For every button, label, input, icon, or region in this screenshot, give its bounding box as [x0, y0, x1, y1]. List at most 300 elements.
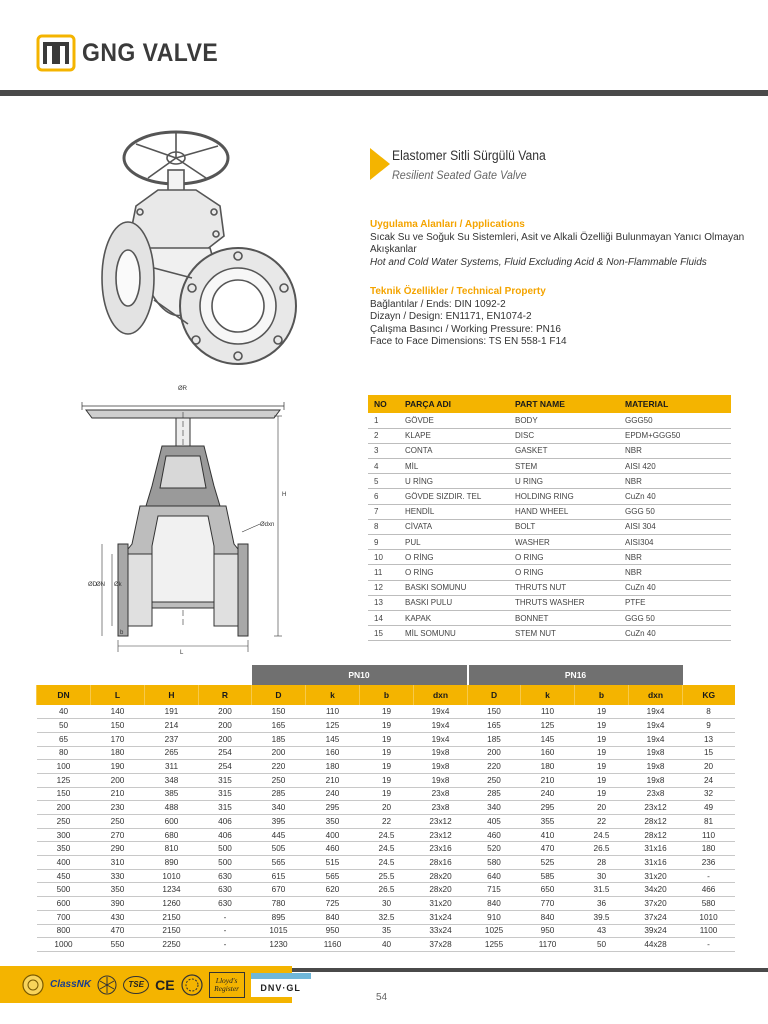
- dimension-cell: 19x8: [414, 760, 468, 774]
- dimension-cell: 49: [683, 801, 735, 815]
- parts-cell: GGG 50: [619, 504, 731, 519]
- parts-cell: STEM: [509, 459, 619, 474]
- parts-cell: BOLT: [509, 519, 619, 534]
- technical-line: Dizayn / Design: EN1171, EN1074-2: [370, 311, 532, 323]
- dimension-cell: 1015: [252, 924, 306, 938]
- parts-cell: AISI 304: [619, 519, 731, 534]
- dimension-cell: 200: [468, 746, 521, 760]
- parts-cell: CONTA: [399, 443, 509, 458]
- dimension-cell: -: [683, 938, 735, 952]
- dimension-cell: 19x8: [414, 746, 468, 760]
- parts-cell: U RING: [509, 474, 619, 489]
- parts-row: [368, 565, 731, 580]
- dimension-cell: 200: [199, 719, 252, 733]
- dimension-header-cell: R: [199, 685, 252, 705]
- parts-row: [368, 610, 731, 625]
- dimension-cell: 19x4: [629, 719, 683, 733]
- tse-logo: TSE: [123, 976, 149, 994]
- dimension-cell: 150: [91, 719, 145, 733]
- parts-row: [368, 459, 731, 474]
- dimension-cell: 140: [91, 705, 145, 719]
- dimension-cell: 19x4: [629, 705, 683, 719]
- dimension-cell: 250: [37, 815, 91, 829]
- technical-heading: Teknik Özellikler / Technical Property: [370, 286, 546, 297]
- dimension-cell: 405: [468, 815, 521, 829]
- parts-row: [368, 519, 731, 534]
- parts-row: [368, 595, 731, 610]
- dimension-cell: 23x12: [414, 828, 468, 842]
- dimension-cell: -: [199, 938, 252, 952]
- dimension-cell: 520: [468, 842, 521, 856]
- dimension-cell: 505: [252, 842, 306, 856]
- dimension-cell: 210: [91, 787, 145, 801]
- dimension-cell: 110: [306, 705, 360, 719]
- dimension-cell: 23x16: [414, 842, 468, 856]
- dimension-cell: 395: [252, 815, 306, 829]
- dimension-cell: 470: [91, 924, 145, 938]
- dimension-cell: 13: [683, 732, 735, 746]
- dimension-cell: 160: [306, 746, 360, 760]
- dimension-cell: 500: [199, 842, 252, 856]
- title-arrow-icon: [370, 148, 390, 180]
- dimension-cell: 24.5: [360, 842, 414, 856]
- parts-cell: 4: [368, 459, 399, 474]
- dimension-cell: 26.5: [575, 842, 629, 856]
- dimension-header-cell: D: [252, 685, 306, 705]
- parts-table: [368, 395, 731, 641]
- lloyds-register-logo: Lloyd's Register: [209, 972, 245, 998]
- drawing-label-k: Øk: [114, 582, 122, 588]
- dimension-cell: 1010: [145, 869, 199, 883]
- dimension-cell: 600: [145, 815, 199, 829]
- dimension-row: [37, 746, 735, 760]
- parts-cell: GÖVDE SIZDIR. TEL: [399, 489, 509, 504]
- parts-header-cell: MATERIAL: [619, 395, 731, 413]
- dimension-cell: 170: [91, 732, 145, 746]
- dimension-cell: 125: [306, 719, 360, 733]
- dimension-header-cell: H: [145, 685, 199, 705]
- dimension-table: [36, 665, 735, 952]
- dimension-cell: 450: [37, 869, 91, 883]
- snowflake-icon: [97, 972, 117, 998]
- dimension-cell: 28: [575, 856, 629, 870]
- technical-line: Çalışma Basıncı / Working Pressure: PN16: [370, 323, 561, 335]
- parts-cell: HOLDING RING: [509, 489, 619, 504]
- dimension-cell: 890: [145, 856, 199, 870]
- dimension-cell: -: [683, 869, 735, 883]
- parts-cell: AISI304: [619, 535, 731, 550]
- dimension-cell: 180: [91, 746, 145, 760]
- dimension-cell: 9: [683, 719, 735, 733]
- dimension-cell: 19: [360, 787, 414, 801]
- dimension-cell: 190: [91, 760, 145, 774]
- dimension-cell: 311: [145, 760, 199, 774]
- dimension-cell: 1230: [252, 938, 306, 952]
- dimension-cell: 28x20: [414, 869, 468, 883]
- valve-photo: [88, 128, 350, 366]
- dimension-cell: 250: [468, 773, 521, 787]
- dimension-cell: 19: [575, 773, 629, 787]
- dimension-cell: 210: [306, 773, 360, 787]
- dimension-cell: 19x4: [414, 732, 468, 746]
- dimension-cell: 180: [521, 760, 575, 774]
- parts-cell: 1: [368, 413, 399, 428]
- dimension-cell: 22: [360, 815, 414, 829]
- parts-cell: 12: [368, 580, 399, 595]
- dimension-cell: 20: [360, 801, 414, 815]
- parts-cell: CİVATA: [399, 519, 509, 534]
- parts-cell: NBR: [619, 474, 731, 489]
- dimension-cell: 700: [37, 910, 91, 924]
- dimension-row: [37, 828, 735, 842]
- dimension-cell: 150: [37, 787, 91, 801]
- GNG-logo-icon: [36, 34, 76, 72]
- dimension-cell: 24: [683, 773, 735, 787]
- drawing-label-dxn: Ødxn: [260, 522, 275, 528]
- dimension-cell: 340: [468, 801, 521, 815]
- dimension-cell: 220: [252, 760, 306, 774]
- parts-header-cell: PARÇA ADI: [399, 395, 509, 413]
- dimension-cell: 191: [145, 705, 199, 719]
- dimension-row: [37, 732, 735, 746]
- dimension-cell: 145: [521, 732, 575, 746]
- applications-heading: Uygulama Alanları / Applications: [370, 219, 525, 230]
- parts-cell: WASHER: [509, 535, 619, 550]
- drawing-label-r: ØR: [178, 386, 187, 392]
- product-title: Elastomer Sitli Sürgülü Vana: [392, 148, 546, 163]
- dimension-cell: 620: [306, 883, 360, 897]
- dimension-cell: 230: [91, 801, 145, 815]
- dimension-cell: 19: [575, 760, 629, 774]
- parts-row: [368, 550, 731, 565]
- drawing-label-d: ØD: [88, 582, 97, 588]
- parts-row: [368, 504, 731, 519]
- parts-cell: GASKET: [509, 443, 619, 458]
- dimension-cell: 1000: [37, 938, 91, 952]
- dimension-cell: 550: [91, 938, 145, 952]
- dimension-cell: 1255: [468, 938, 521, 952]
- dimension-cell: 145: [306, 732, 360, 746]
- parts-row: [368, 489, 731, 504]
- parts-cell: THRUTS NUT: [509, 580, 619, 595]
- dimension-cell: 40: [360, 938, 414, 952]
- dimension-cell: 19x8: [414, 773, 468, 787]
- dimension-cell: 185: [468, 732, 521, 746]
- dimension-row: [37, 787, 735, 801]
- parts-header-cell: NO: [368, 395, 399, 413]
- parts-cell: BASKI SOMUNU: [399, 580, 509, 595]
- dimension-cell: 43: [575, 924, 629, 938]
- parts-cell: CuZn 40: [619, 580, 731, 595]
- dimension-header-cell: KG: [683, 685, 735, 705]
- dimension-cell: 23x8: [629, 787, 683, 801]
- dimension-cell: 630: [199, 869, 252, 883]
- dimension-cell: 385: [145, 787, 199, 801]
- dimension-cell: 28x12: [629, 828, 683, 842]
- dimension-row: [37, 883, 735, 897]
- dimension-row: [37, 801, 735, 815]
- dimension-cell: 19: [575, 787, 629, 801]
- dimension-cell: 470: [521, 842, 575, 856]
- dimension-cell: 565: [252, 856, 306, 870]
- dimension-row: [37, 910, 735, 924]
- dimension-cell: 800: [37, 924, 91, 938]
- dimension-cell: 200: [37, 801, 91, 815]
- dimension-cell: 810: [145, 842, 199, 856]
- dimension-cell: 350: [306, 815, 360, 829]
- parts-cell: GGG50: [619, 413, 731, 428]
- dimension-cell: 285: [468, 787, 521, 801]
- dimension-cell: 460: [306, 842, 360, 856]
- dimension-cell: 400: [37, 856, 91, 870]
- dimension-cell: 466: [683, 883, 735, 897]
- dimension-cell: 34x20: [629, 883, 683, 897]
- dimension-cell: 670: [252, 883, 306, 897]
- dimension-cell: 565: [306, 869, 360, 883]
- technical-line: Bağlantılar / Ends: DIN 1092-2: [370, 298, 506, 310]
- dimension-cell: 445: [252, 828, 306, 842]
- dimension-cell: 23x8: [414, 787, 468, 801]
- parts-cell: O RİNG: [399, 565, 509, 580]
- dimension-cell: 1010: [683, 910, 735, 924]
- parts-cell: HENDİL: [399, 504, 509, 519]
- dimension-cell: 32: [683, 787, 735, 801]
- dimension-cell: 265: [145, 746, 199, 760]
- dimension-cell: 20: [575, 801, 629, 815]
- dimension-cell: 81: [683, 815, 735, 829]
- dimension-cell: 315: [199, 787, 252, 801]
- dimension-cell: 180: [306, 760, 360, 774]
- parts-cell: 7: [368, 504, 399, 519]
- parts-cell: 8: [368, 519, 399, 534]
- dimension-cell: 2150: [145, 910, 199, 924]
- parts-row: [368, 474, 731, 489]
- dimension-row: [37, 869, 735, 883]
- parts-cell: KAPAK: [399, 610, 509, 625]
- dimension-cell: 650: [521, 883, 575, 897]
- dimension-cell: 31x24: [414, 910, 468, 924]
- dimension-cell: 19x8: [629, 746, 683, 760]
- dimension-cell: 355: [521, 815, 575, 829]
- dimension-cell: 37x24: [629, 910, 683, 924]
- parts-cell: 6: [368, 489, 399, 504]
- dimension-cell: 36: [575, 897, 629, 911]
- dimension-cell: 19: [360, 719, 414, 733]
- dimension-cell: 23x12: [414, 815, 468, 829]
- dimension-cell: 715: [468, 883, 521, 897]
- parts-cell: 13: [368, 595, 399, 610]
- dimension-cell: 110: [683, 828, 735, 842]
- dimension-cell: 19: [575, 719, 629, 733]
- dimension-header-cell: L: [91, 685, 145, 705]
- dimension-cell: 150: [252, 705, 306, 719]
- parts-header-row: [368, 395, 731, 413]
- parts-cell: BONNET: [509, 610, 619, 625]
- dimension-header-row: [37, 685, 735, 705]
- parts-cell: 2: [368, 428, 399, 443]
- parts-row: [368, 626, 731, 641]
- parts-cell: NBR: [619, 550, 731, 565]
- dimension-cell: 1234: [145, 883, 199, 897]
- dimension-cell: 1160: [306, 938, 360, 952]
- applications-text-tr: Sıcak Su ve Soğuk Su Sistemleri, Asit ve Alkali Özelliği Bulunmayan Yanıcı Olmayan Akışkanlar: [370, 231, 745, 256]
- drawing-label-b: b: [120, 630, 124, 636]
- pressure-group-row: [37, 665, 735, 685]
- parts-row: [368, 580, 731, 595]
- parts-header-cell: PART NAME: [509, 395, 619, 413]
- parts-row: [368, 443, 731, 458]
- dimension-cell: 30: [360, 897, 414, 911]
- parts-cell: AISI 420: [619, 459, 731, 474]
- dimension-cell: 725: [306, 897, 360, 911]
- dimension-cell: 1170: [521, 938, 575, 952]
- dimension-cell: -: [199, 924, 252, 938]
- dimension-cell: 8: [683, 705, 735, 719]
- dimension-cell: 640: [468, 869, 521, 883]
- dimension-row: [37, 856, 735, 870]
- dimension-cell: 19: [360, 732, 414, 746]
- pn10-header: PN10: [252, 665, 468, 685]
- parts-cell: KLAPE: [399, 428, 509, 443]
- dimension-cell: 500: [199, 856, 252, 870]
- dimension-cell: 348: [145, 773, 199, 787]
- dimension-cell: 150: [468, 705, 521, 719]
- dimension-cell: 295: [306, 801, 360, 815]
- dimension-cell: 515: [306, 856, 360, 870]
- dimension-cell: 290: [91, 842, 145, 856]
- dimension-cell: 19: [360, 773, 414, 787]
- brand-logo: [36, 34, 230, 72]
- dimension-row: [37, 842, 735, 856]
- parts-cell: BASKI PULU: [399, 595, 509, 610]
- dimension-cell: 210: [521, 773, 575, 787]
- dimension-cell: 32.5: [360, 910, 414, 924]
- parts-cell: O RING: [509, 550, 619, 565]
- parts-cell: EPDM+GGG50: [619, 428, 731, 443]
- parts-cell: 15: [368, 626, 399, 641]
- dimension-cell: 200: [199, 705, 252, 719]
- parts-cell: NBR: [619, 443, 731, 458]
- dimension-cell: 165: [468, 719, 521, 733]
- dimension-cell: 250: [91, 815, 145, 829]
- dimension-cell: 406: [199, 815, 252, 829]
- dimension-cell: 630: [199, 883, 252, 897]
- parts-cell: CuZn 40: [619, 489, 731, 504]
- technical-line: Face to Face Dimensions: TS EN 558-1 F14: [370, 336, 567, 348]
- dimension-cell: 33x24: [414, 924, 468, 938]
- dimension-cell: 110: [521, 705, 575, 719]
- dimension-cell: 390: [91, 897, 145, 911]
- dimension-row: [37, 773, 735, 787]
- parts-cell: MİL: [399, 459, 509, 474]
- dimension-cell: 770: [521, 897, 575, 911]
- page-number: 54: [376, 992, 388, 1003]
- dimension-cell: 585: [521, 869, 575, 883]
- dimension-header-cell: dxn: [414, 685, 468, 705]
- dimension-row: [37, 924, 735, 938]
- dnv-gl-logo: DNV·GL: [251, 973, 311, 997]
- dimension-cell: 840: [306, 910, 360, 924]
- dimension-cell: 1025: [468, 924, 521, 938]
- dimension-cell: 165: [252, 719, 306, 733]
- applications-section: [370, 219, 750, 269]
- dimension-cell: 125: [521, 719, 575, 733]
- parts-cell: DISC: [509, 428, 619, 443]
- dimension-cell: 19: [360, 746, 414, 760]
- dimension-cell: 250: [252, 773, 306, 787]
- dimension-cell: 31.5: [575, 883, 629, 897]
- valve-cross-section-drawing: [74, 376, 352, 656]
- dimension-header-cell: dxn: [629, 685, 683, 705]
- dimension-cell: 23x12: [629, 801, 683, 815]
- dimension-cell: 254: [199, 760, 252, 774]
- dimension-cell: -: [199, 910, 252, 924]
- dimension-cell: 460: [468, 828, 521, 842]
- dimension-cell: 19x4: [414, 705, 468, 719]
- dimension-cell: 580: [683, 897, 735, 911]
- dimension-header-cell: k: [521, 685, 575, 705]
- dimension-cell: 19: [360, 705, 414, 719]
- dimension-row: [37, 719, 735, 733]
- dimension-cell: 200: [252, 746, 306, 760]
- dimension-cell: 31x20: [629, 869, 683, 883]
- dimension-header-cell: b: [360, 685, 414, 705]
- dimension-cell: 80: [37, 746, 91, 760]
- technical-section: [370, 286, 750, 349]
- dimension-cell: 185: [252, 732, 306, 746]
- dimension-row: [37, 938, 735, 952]
- dimension-cell: 780: [252, 897, 306, 911]
- dimension-cell: 910: [468, 910, 521, 924]
- dimension-cell: 30: [575, 869, 629, 883]
- dimension-cell: 500: [37, 883, 91, 897]
- dimension-cell: 28x20: [414, 883, 468, 897]
- dimension-cell: 1260: [145, 897, 199, 911]
- parts-cell: GÖVDE: [399, 413, 509, 428]
- dimension-cell: 19x4: [629, 732, 683, 746]
- dimension-cell: 100: [37, 760, 91, 774]
- header-rule: [0, 90, 768, 96]
- dimension-cell: 26.5: [360, 883, 414, 897]
- dimension-cell: 125: [37, 773, 91, 787]
- dimension-cell: 24.5: [360, 856, 414, 870]
- dimension-row: [37, 705, 735, 719]
- dimension-cell: 285: [252, 787, 306, 801]
- dimension-cell: 28x12: [629, 815, 683, 829]
- dimension-cell: 200: [199, 732, 252, 746]
- dimension-row: [37, 897, 735, 911]
- dimension-cell: 950: [521, 924, 575, 938]
- dimension-cell: 315: [199, 801, 252, 815]
- parts-cell: U RİNG: [399, 474, 509, 489]
- pn16-header: PN16: [468, 665, 683, 685]
- drawing-label-h: H: [282, 492, 287, 498]
- brand-name: GNG VALVE: [82, 38, 219, 67]
- dimension-cell: 31x16: [629, 842, 683, 856]
- parts-cell: CuZn 40: [619, 626, 731, 641]
- dimension-cell: 895: [252, 910, 306, 924]
- dimension-cell: 240: [306, 787, 360, 801]
- dimension-row: [37, 815, 735, 829]
- dimension-cell: 488: [145, 801, 199, 815]
- dimension-cell: 680: [145, 828, 199, 842]
- dimension-cell: 406: [199, 828, 252, 842]
- parts-cell: THRUTS WASHER: [509, 595, 619, 610]
- dimension-cell: 236: [683, 856, 735, 870]
- dimension-cell: 37x28: [414, 938, 468, 952]
- dimension-cell: 31x20: [414, 897, 468, 911]
- seal-icon: [22, 972, 44, 998]
